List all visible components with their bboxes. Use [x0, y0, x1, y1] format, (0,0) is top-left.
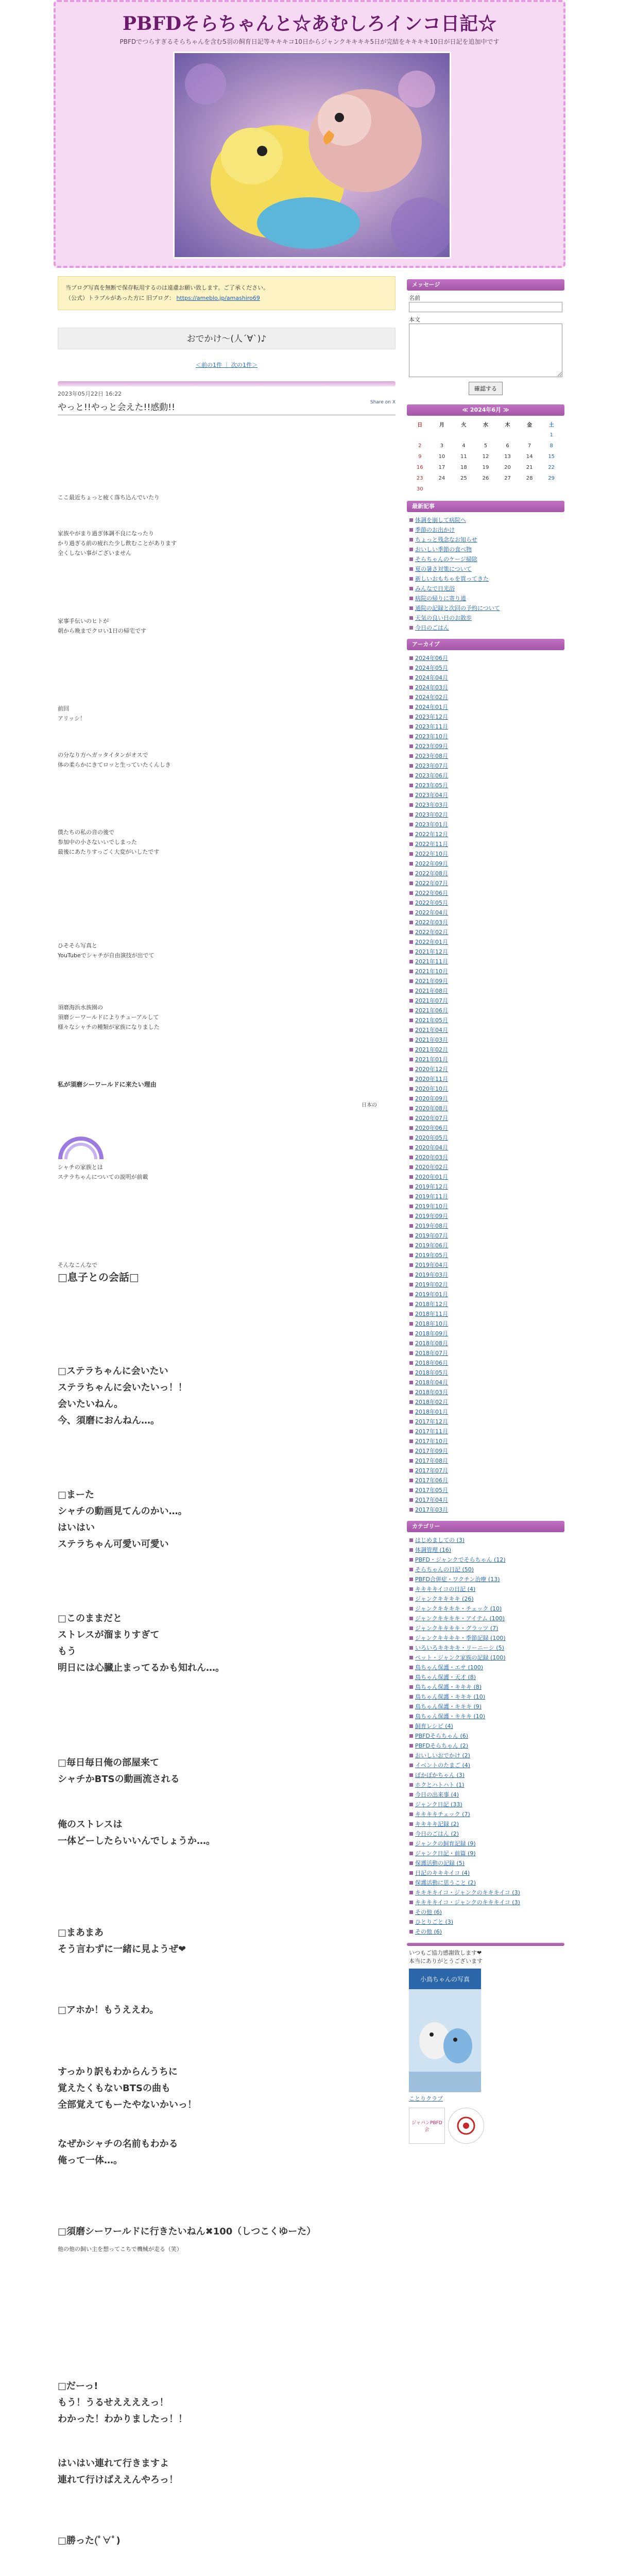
archive-head: アーカイブ: [407, 639, 564, 650]
archive-link[interactable]: 2018年06月: [409, 1358, 562, 1368]
archive-link[interactable]: 2024年06月: [409, 653, 562, 663]
post-paragraph: 私が須磨シーワールドに来たい理由: [58, 1081, 157, 1088]
dialog-block: □ステラちゃんに会いたい ステラちゃんに会いたいっ！！ 会いたいねん。 今、須磨におんねん…。: [58, 1366, 187, 1426]
calendar: [407, 416, 564, 498]
archive-link[interactable]: 2023年11月: [409, 722, 562, 732]
calendar-day[interactable]: 25: [460, 476, 467, 481]
recent-post-link[interactable]: 天気の良い日のお散歩: [409, 613, 562, 623]
category-link[interactable]: ジャンク日記 (33): [409, 1800, 562, 1809]
recent-post-link[interactable]: 通院の記録と次回の予約について: [409, 603, 562, 613]
dialog-block: □まーた シャチの動画見てんのかい…。 はいはい ステラちゃん可愛い可愛い: [58, 1489, 187, 1550]
calendar-day[interactable]: 16: [416, 465, 423, 470]
archive-link[interactable]: 2021年11月: [409, 957, 562, 967]
calendar-day[interactable]: 23: [416, 476, 423, 481]
category-link[interactable]: 鳥ちゃん保護・天才 (8): [409, 1672, 562, 1682]
next-post-link[interactable]: 次の1件＞: [231, 362, 258, 368]
archive-link[interactable]: 2017年05月: [409, 1485, 562, 1495]
category-link[interactable]: そらちゃんの日記 (50): [409, 1565, 562, 1574]
recent-post-link[interactable]: 今日のごはん: [409, 623, 562, 633]
recent-post-link[interactable]: 体調を崩して病院へ: [409, 515, 562, 525]
calendar-day[interactable]: 18: [460, 465, 467, 470]
archive-link[interactable]: 2022年06月: [409, 888, 562, 898]
category-link[interactable]: ジャンクキキキキ・季節記録 (100): [409, 1633, 562, 1643]
category-link[interactable]: ひとりごと (3): [409, 1917, 562, 1927]
welcome-banner: おでかけ～(人´∀`)♪: [58, 328, 396, 349]
archive-link[interactable]: 2017年04月: [409, 1495, 562, 1505]
archive-link[interactable]: 2017年12月: [409, 1417, 562, 1427]
calendar-day: [453, 430, 475, 440]
category-link[interactable]: イベントのたまご (4): [409, 1760, 562, 1770]
calendar-head[interactable]: ≪ 2024年6月 ≫: [407, 404, 564, 416]
category-link[interactable]: 日記のキキキイコ (4): [409, 1868, 562, 1878]
dialog-block: □だーっ! もう！うるせええええっ！ わかった！わかりましたっ！！: [58, 2381, 187, 2425]
post-title: [58, 400, 396, 415]
archive-link[interactable]: 2023年12月: [409, 712, 562, 722]
post-body: [58, 415, 396, 2576]
dialog-block: □勝った(ﾟ∀ﾟ): [58, 2535, 121, 2546]
recent-post-link[interactable]: ちょっと残念なお知らせ: [409, 535, 562, 545]
calendar-weekday: 水: [483, 422, 488, 428]
ad-link[interactable]: ことりクラブ: [409, 2095, 443, 2102]
category-link[interactable]: 保護活動の記録 (5): [409, 1858, 562, 1868]
embed-card[interactable]: [58, 1137, 104, 1160]
archive-link[interactable]: 2018年10月: [409, 1319, 562, 1329]
post-paragraph: ここ最近ちょっと疲く落ち込んでいたり: [58, 494, 160, 501]
category-link[interactable]: PBFD合併症・ワクチン治療 (13): [409, 1574, 562, 1584]
archive-link[interactable]: 2018年07月: [409, 1348, 562, 1358]
archive-link[interactable]: 2024年01月: [409, 702, 562, 712]
category-link[interactable]: キキキキチェック (7): [409, 1809, 562, 1819]
body-textarea[interactable]: [409, 324, 562, 377]
archive-link[interactable]: 2020年05月: [409, 1133, 562, 1143]
category-link[interactable]: 鳥ちゃん保護・キキキ (10): [409, 1711, 562, 1721]
calendar-day[interactable]: 3: [440, 443, 444, 449]
archive-link[interactable]: 2021年12月: [409, 947, 562, 957]
confirm-button[interactable]: 確認する: [469, 382, 503, 395]
archive-link[interactable]: 2020年04月: [409, 1143, 562, 1153]
archive-link[interactable]: 2018年01月: [409, 1407, 562, 1417]
archive-link[interactable]: 2021年07月: [409, 996, 562, 1006]
calendar-day[interactable]: 12: [482, 454, 489, 460]
archive-link[interactable]: 2021年04月: [409, 1025, 562, 1035]
category-link[interactable]: キキキキイコ・ジャンクのキキキイコ (3): [409, 1897, 562, 1907]
category-link[interactable]: PBFDそらちゃん (2): [409, 1741, 562, 1751]
archive-link[interactable]: 2021年02月: [409, 1045, 562, 1055]
calendar-day: [519, 484, 541, 495]
archive-link[interactable]: 2019年08月: [409, 1221, 562, 1231]
dialog-block: なぜかシャチの名前もわかる 俺って一体…。: [58, 2139, 178, 2166]
calendar-day[interactable]: 30: [416, 486, 423, 492]
post-paragraph: 家族やがまり過ぎ体調不良になったり かり過ぎる前の疲れた少し飲むことがあります 全くしない事がございません: [58, 530, 177, 556]
archive-link[interactable]: 2023年09月: [409, 741, 562, 751]
old-blog-link[interactable]: https://ameblo.jp/amashiro69: [176, 295, 260, 301]
archive-link[interactable]: 2019年04月: [409, 1260, 562, 1270]
calendar-day[interactable]: 21: [526, 465, 533, 470]
archive-link[interactable]: 2023年03月: [409, 800, 562, 810]
recent-post-link[interactable]: みんなで日光浴: [409, 584, 562, 594]
calendar-day[interactable]: 11: [460, 454, 467, 460]
archive-link[interactable]: 2024年03月: [409, 683, 562, 692]
recent-post-link[interactable]: 季節のお出かけ: [409, 525, 562, 535]
calendar-weekday: 金: [527, 422, 533, 428]
archive-link[interactable]: 2019年12月: [409, 1182, 562, 1192]
category-link[interactable]: 飼育レシピ (4): [409, 1721, 562, 1731]
post-divider: [58, 381, 396, 386]
archive-link[interactable]: 2019年02月: [409, 1280, 562, 1290]
sub-note: 他の他の飼い主を想ってこちで機械が走る（笑）: [58, 2246, 182, 2252]
share-button[interactable]: Share on X: [370, 400, 396, 405]
calendar-day: [540, 484, 562, 495]
archive-link[interactable]: 2022年04月: [409, 908, 562, 918]
ad-image[interactable]: [409, 1969, 481, 2092]
calendar-day: [431, 430, 453, 440]
archive-link[interactable]: 2018年09月: [409, 1329, 562, 1338]
post-paragraph: ひそそら写真と YouTubeでシャチが自由演技が出でて: [58, 942, 154, 959]
site-title[interactable]: PBFDそらちゃんと☆あむしろインコ日記☆: [122, 13, 497, 35]
category-list: [407, 1532, 564, 1940]
calendar-day[interactable]: 5: [484, 443, 488, 449]
archive-link[interactable]: 2022年12月: [409, 829, 562, 839]
archive-link[interactable]: 2020年02月: [409, 1162, 562, 1172]
calendar-day: [496, 484, 519, 495]
calendar-day[interactable]: 27: [504, 476, 511, 481]
archive-link[interactable]: 2022年02月: [409, 927, 562, 937]
ad-box: [407, 1946, 564, 2147]
archive-link[interactable]: 2020年12月: [409, 1064, 562, 1074]
calendar-day[interactable]: 28: [526, 476, 533, 481]
archive-link[interactable]: 2017年08月: [409, 1456, 562, 1466]
embed-tag: 日本の: [362, 1103, 377, 1108]
calendar-day[interactable]: 9: [418, 454, 422, 460]
calendar-day[interactable]: 10: [438, 454, 445, 460]
category-link[interactable]: キキキキイコの日記 (4): [409, 1584, 562, 1594]
recent-head: 最新記事: [407, 501, 564, 512]
category-link[interactable]: PBFD・ジャンクでそらちゃん (12): [409, 1555, 562, 1565]
category-link[interactable]: 保護活動に思うこと (2): [409, 1878, 562, 1888]
archive-link[interactable]: 2020年07月: [409, 1113, 562, 1123]
archive-link[interactable]: 2018年11月: [409, 1309, 562, 1319]
dialog-block: □毎日毎日俺の部屋来て シャチかBTSの動画流される: [58, 1757, 180, 1785]
calendar-table: [409, 419, 562, 495]
post-date: 2023年05月22日 16:22: [58, 391, 122, 397]
notice-line-2: [65, 293, 388, 303]
post-pager: ＜前の1件 ｜ 次の1件＞: [196, 362, 258, 368]
archive-link[interactable]: 2023年06月: [409, 771, 562, 781]
category-link[interactable]: 今日のごはん (2): [409, 1829, 562, 1839]
archive-link[interactable]: 2019年10月: [409, 1201, 562, 1211]
archive-link[interactable]: 2023年10月: [409, 732, 562, 741]
archive-link[interactable]: 2021年10月: [409, 967, 562, 976]
archive-link[interactable]: 2017年07月: [409, 1466, 562, 1476]
header-image: [173, 52, 451, 259]
calendar-day[interactable]: 2: [418, 443, 422, 449]
category-link[interactable]: PBFDそらちゃん (6): [409, 1731, 562, 1741]
rainbow-icon: [58, 1137, 104, 1160]
dialog-block: □アホか！もうええわ。: [58, 2005, 159, 2015]
archive-link[interactable]: 2024年05月: [409, 663, 562, 673]
category-link[interactable]: キキキキ記録 (2): [409, 1819, 562, 1829]
archive-link[interactable]: 2017年03月: [409, 1505, 562, 1515]
message-form: [407, 291, 564, 398]
archive-link[interactable]: 2021年05月: [409, 1015, 562, 1025]
archive-link[interactable]: 2021年08月: [409, 986, 562, 996]
badge-icon[interactable]: [448, 2108, 484, 2144]
notice-line-1: 当ブログ写真を無断で保存転用するのは遠慮お願い致します。ご了承ください。: [65, 284, 269, 291]
archive-link[interactable]: 2022年07月: [409, 878, 562, 888]
calendar-weekday: 日: [417, 422, 423, 428]
category-link[interactable]: キキキキイコ・ジャンクのキキキイコ (3): [409, 1888, 562, 1897]
sidebar: [407, 279, 564, 2147]
archive-link[interactable]: 2018年02月: [409, 1397, 562, 1407]
archive-link[interactable]: 2019年09月: [409, 1211, 562, 1221]
archive-link[interactable]: 2017年11月: [409, 1427, 562, 1436]
archive-link[interactable]: 2020年03月: [409, 1153, 562, 1162]
category-link[interactable]: ジャンクキキキキ (26): [409, 1594, 562, 1604]
archive-link[interactable]: 2021年09月: [409, 976, 562, 986]
archive-link[interactable]: 2018年08月: [409, 1338, 562, 1348]
calendar-day: [453, 484, 475, 495]
archive-link[interactable]: 2019年11月: [409, 1192, 562, 1201]
archive-link[interactable]: 2022年10月: [409, 849, 562, 859]
dialog-block: □このままだと ストレスが溜まりすぎて もう 明日には心臓止まってるかも知れん…。: [58, 1613, 225, 1673]
calendar-day: [475, 484, 497, 495]
recent-post-link[interactable]: 病院の帰りに寄り道: [409, 594, 562, 603]
archive-link[interactable]: 2024年04月: [409, 673, 562, 683]
category-link[interactable]: 体調管理 (16): [409, 1545, 562, 1555]
calendar-day[interactable]: 15: [548, 454, 555, 460]
archive-link[interactable]: 2022年01月: [409, 937, 562, 947]
calendar-day[interactable]: 24: [438, 476, 445, 481]
calendar-day[interactable]: 26: [482, 476, 489, 481]
main-column: [58, 276, 396, 2576]
calendar-weekday: 土: [548, 422, 554, 428]
dialog-block: □まあまあ そう言わずに一緒に見ようぜ❤: [58, 1927, 186, 1955]
archive-link[interactable]: 2019年06月: [409, 1241, 562, 1250]
archive-list: [407, 650, 564, 1518]
category-link[interactable]: ホクとハトハト (1): [409, 1780, 562, 1790]
site-description: PBFDでつらすぎるそらちゃんを含む5羽の飼育日記等キキキコ10日からジャンクキキキキ5日が完結をキキキキ10日が日記を追加中です: [119, 38, 500, 45]
section-heading: □息子との会話□: [58, 1271, 139, 1283]
post-title-text[interactable]: やっと!!やっと会えた!!感動!!: [58, 402, 175, 413]
category-link[interactable]: ぽかぽかちゃん (3): [409, 1770, 562, 1780]
archive-link[interactable]: 2018年04月: [409, 1378, 562, 1387]
recent-post-link[interactable]: 夏の暑さ対策について: [409, 564, 562, 574]
archive-link[interactable]: 2021年01月: [409, 1055, 562, 1064]
calendar-day[interactable]: 13: [504, 454, 511, 460]
archive-link[interactable]: 2022年03月: [409, 918, 562, 927]
archive-link[interactable]: 2017年06月: [409, 1476, 562, 1485]
category-link[interactable]: ジャンクの飼育記録 (9): [409, 1839, 562, 1849]
archive-link[interactable]: 2023年02月: [409, 810, 562, 820]
archive-link[interactable]: 2023年08月: [409, 751, 562, 761]
recent-post-link[interactable]: おいしい季節の食べ物: [409, 545, 562, 554]
header: [54, 0, 565, 268]
ad-caption: 小鳥ちゃんの写真: [420, 1976, 470, 1983]
archive-link[interactable]: 2022年11月: [409, 839, 562, 849]
archive-link[interactable]: 2024年02月: [409, 692, 562, 702]
post-paragraph: 須磨海浜水族園の 須磨シーワールドによりチューアルして 様々なシャチの種類が家族になりました: [58, 1004, 160, 1030]
category-link[interactable]: おいしいおでかけ (2): [409, 1751, 562, 1760]
calendar-day[interactable]: 4: [462, 443, 466, 449]
ad-text: いつもご協力感謝致します❤ 本当にありがとうございます: [409, 1950, 483, 1964]
category-link[interactable]: その他 (6): [409, 1927, 562, 1937]
archive-link[interactable]: 2022年05月: [409, 898, 562, 908]
prev-post-link[interactable]: ＜前の1件: [196, 362, 222, 368]
calendar-weekday: 月: [439, 422, 444, 428]
notice-prefix: （公式）トラブルがあった方に 旧ブログ：: [65, 295, 175, 301]
archive-link[interactable]: 2019年03月: [409, 1270, 562, 1280]
category-link[interactable]: 鳥ちゃん保護・キキキ (8): [409, 1682, 562, 1692]
calendar-day[interactable]: 6: [506, 443, 509, 449]
post-paragraph: 家事手伝いのヒトが 朝から晩までクロい1日の帰宅です: [58, 618, 146, 634]
archive-link[interactable]: 2020年11月: [409, 1074, 562, 1084]
dialog-block: はいはい連れて行きますよ 連れて行けばええんやろっ！: [58, 2458, 178, 2485]
archive-link[interactable]: 2022年08月: [409, 869, 562, 878]
section-intro: そんなこんなで: [58, 1262, 97, 1268]
calendar-day: [496, 430, 519, 440]
category-link[interactable]: 鳥ちゃん保護・キキキ (9): [409, 1702, 562, 1711]
recent-post-link[interactable]: 新しいおもちゃを買ってきた: [409, 574, 562, 584]
message-head: メッセージ: [407, 279, 564, 291]
calendar-day: [431, 484, 453, 495]
notice-box: [58, 276, 396, 310]
archive-link[interactable]: 2020年10月: [409, 1084, 562, 1094]
category-link[interactable]: ジャンクキキキキ・アイテム (100): [409, 1614, 562, 1623]
category-link[interactable]: その他 (6): [409, 1907, 562, 1917]
archive-link[interactable]: 2021年03月: [409, 1035, 562, 1045]
calendar-day: [409, 430, 431, 440]
calendar-day[interactable]: 22: [548, 465, 555, 470]
calendar-day[interactable]: 19: [482, 465, 489, 470]
post-paragraph: の分なり方へガッタイタンがオスで 体の柔らかにきてロッと生っていたくんしき: [58, 752, 171, 768]
calendar-weekday: 火: [461, 422, 467, 428]
category-link[interactable]: いろいろキキキキ・リーニーシ (5): [409, 1643, 562, 1653]
pbfd-logo[interactable]: ジャパンPBFD会: [409, 2108, 445, 2144]
name-input[interactable]: [409, 302, 562, 312]
archive-link[interactable]: 2023年07月: [409, 761, 562, 771]
archive-link[interactable]: 2018年05月: [409, 1368, 562, 1378]
dialog-block: 俺のストレスは 一体どーしたらいいんでしょうか…。: [58, 1819, 215, 1846]
category-link[interactable]: ジャンク日記・前篇 (9): [409, 1849, 562, 1858]
calendar-day: [519, 430, 541, 440]
category-head: カテゴリー: [407, 1521, 564, 1532]
recent-posts-list: [407, 512, 564, 636]
calendar-day[interactable]: 1: [550, 432, 553, 438]
calendar-day[interactable]: 14: [526, 454, 533, 460]
category-link[interactable]: 鳥ちゃん保護・エサ (100): [409, 1663, 562, 1672]
archive-link[interactable]: 2021年06月: [409, 1006, 562, 1015]
category-link[interactable]: ジャンクキキキキ・グラッツ (7): [409, 1623, 562, 1633]
calendar-weekday: 木: [505, 422, 510, 428]
archive-link[interactable]: 2017年09月: [409, 1446, 562, 1456]
dialog-block: すっかり訳もわからんうちに 覚えたくもないBTSの曲も 全部覚えてもーたやないかいっ！: [58, 2066, 197, 2110]
calendar-day[interactable]: 20: [504, 465, 511, 470]
calendar-day[interactable]: 8: [550, 443, 553, 449]
archive-link[interactable]: 2018年03月: [409, 1387, 562, 1397]
archive-link[interactable]: 2022年09月: [409, 859, 562, 869]
sub-heading: □須磨シーワールドに行きたいねん✖100（しつこくゆーた）: [58, 2226, 316, 2237]
post-paragraph: 前回 アリッシ！: [58, 705, 86, 722]
archive-link[interactable]: 2023年05月: [409, 781, 562, 790]
archive-link[interactable]: 2019年01月: [409, 1290, 562, 1299]
archive-link[interactable]: 2023年01月: [409, 820, 562, 829]
category-link[interactable]: ジャンクキキキキ・チェック (10): [409, 1604, 562, 1614]
archive-link[interactable]: 2018年12月: [409, 1299, 562, 1309]
category-link[interactable]: はじめましての (3): [409, 1535, 562, 1545]
calendar-day[interactable]: 17: [438, 465, 445, 470]
post-paragraph: 僕たちの私の音の後で 参加中の小さないいでしまった 最後にあたりすっごく大変がいしたです: [58, 829, 160, 855]
calendar-day[interactable]: 29: [548, 476, 555, 481]
embed-caption[interactable]: シャチの家族とは ステラちゃんについての説明が前載: [58, 1164, 148, 1180]
archive-link[interactable]: 2019年05月: [409, 1250, 562, 1260]
archive-link[interactable]: 2023年04月: [409, 790, 562, 800]
archive-link[interactable]: 2019年07月: [409, 1231, 562, 1241]
archive-link[interactable]: 2020年06月: [409, 1123, 562, 1133]
body-label: 本文: [409, 316, 420, 323]
calendar-day[interactable]: 7: [527, 443, 531, 449]
calendar-day: [475, 430, 497, 440]
category-link[interactable]: ペット・ジャンク家族の記録 (100): [409, 1653, 562, 1663]
archive-link[interactable]: 2020年08月: [409, 1104, 562, 1113]
category-link[interactable]: 鳥ちゃん保護・キキキ (10): [409, 1692, 562, 1702]
recent-post-link[interactable]: そらちゃんのケージ掃除: [409, 554, 562, 564]
archive-link[interactable]: 2020年01月: [409, 1172, 562, 1182]
archive-link[interactable]: 2017年10月: [409, 1436, 562, 1446]
archive-link[interactable]: 2020年09月: [409, 1094, 562, 1104]
name-label: 名前: [409, 295, 420, 301]
category-link[interactable]: 今日の出来事 (4): [409, 1790, 562, 1800]
